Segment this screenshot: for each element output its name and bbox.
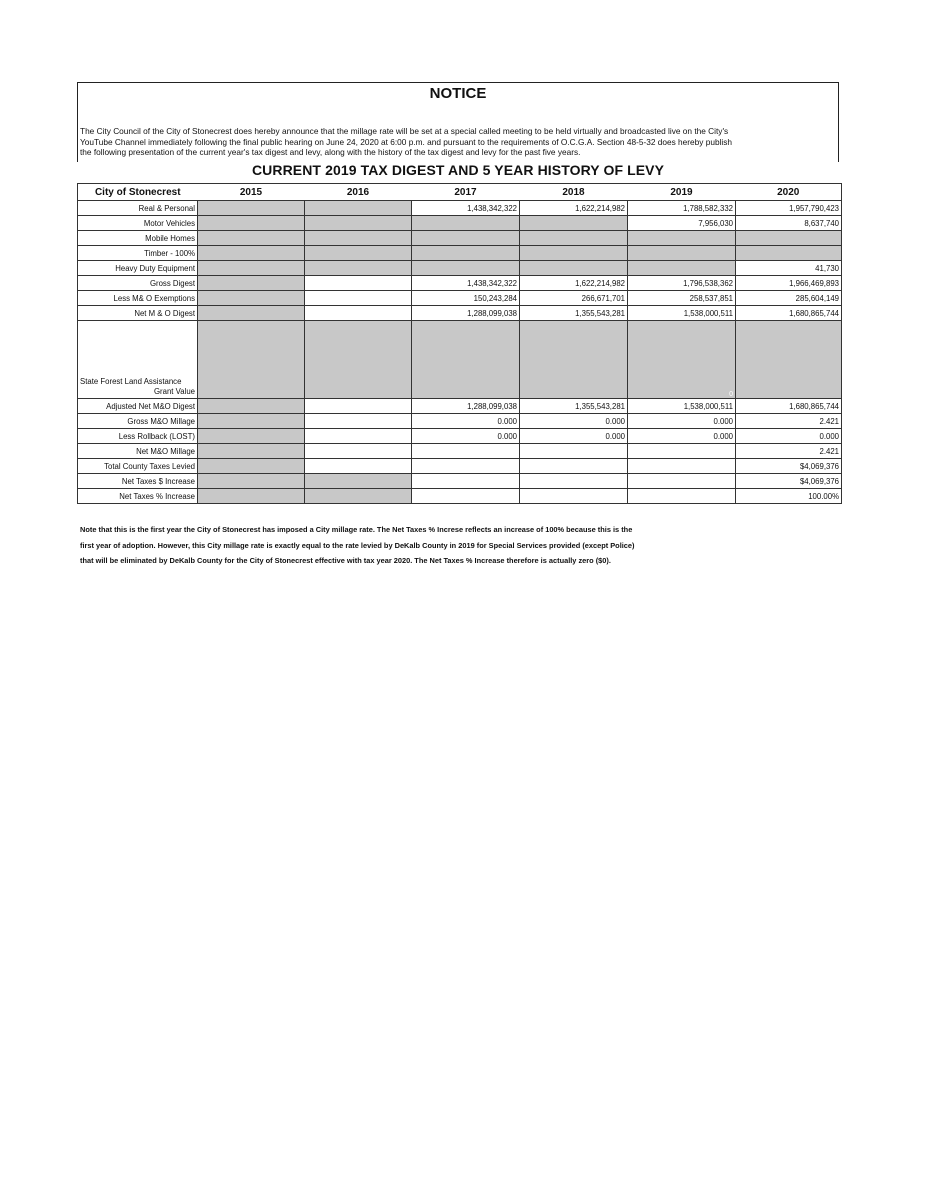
table-cell [412,246,520,261]
table-row [78,306,842,321]
table-cell [520,444,628,459]
footnote-line: first year of adoption. However, this City millage rate is exactly equal to the rate levied by DeKalb County in 2019 for Special Services provided (except Police) [80,540,635,550]
table-cell [198,261,305,276]
table-cell [198,216,305,231]
notice-line: the following presentation of the current year's tax digest and levy, along with the history of the tax digest and levy for the past five years. [80,147,581,158]
notice-line: The City Council of the City of Stonecrest does hereby announce that the millage rate will be set at a special called meeting to be held virtually and broadcasted live on the City's [80,126,729,136]
table-cell: $4,069,376 [736,474,842,489]
table-cell [305,459,412,474]
table-cell: 258,537,851 [628,291,736,306]
table-cell [198,399,305,414]
notice-paragraph [80,126,836,158]
table-cell: 41,730 [736,261,842,276]
table-row [78,246,842,261]
table-cell [198,276,305,291]
row-label: Gross M&O Millage [78,414,198,429]
table-cell [412,459,520,474]
table-cell [412,216,520,231]
table-cell [198,231,305,246]
table-cell [305,261,412,276]
table-cell: 1,288,099,038 [412,306,520,321]
row-label: Less Rollback (LOST) [78,429,198,444]
table-cell [412,489,520,504]
table-cell [412,321,520,399]
table-cell: 0.000 [520,429,628,444]
table-cell: 150,243,284 [412,291,520,306]
table-row [78,321,842,399]
table-cell [198,306,305,321]
table-cell [305,399,412,414]
table-cell: 1,355,543,281 [520,306,628,321]
table-cell [628,231,736,246]
row-label: Real & Personal [78,201,198,216]
table-cell: 0.000 [628,429,736,444]
row-label: Net Taxes % Increase [78,489,198,504]
table-cell [520,231,628,246]
table-cell: 1,966,469,893 [736,276,842,291]
table-cell: 1,622,214,982 [520,276,628,291]
table-cell [736,321,842,399]
table-cell: 1,680,865,744 [736,306,842,321]
table-cell: 8,637,740 [736,216,842,231]
table-cell: 2.421 [736,414,842,429]
table-cell [305,246,412,261]
year-header: 2015 [198,184,305,201]
table-cell [198,474,305,489]
row-label: Heavy Duty Equipment [78,261,198,276]
row-label: Net M&O Millage [78,444,198,459]
table-cell [198,291,305,306]
table-cell: 1,788,582,332 [628,201,736,216]
table-cell: 266,671,701 [520,291,628,306]
table-cell [198,414,305,429]
table-cell [305,489,412,504]
table-header-row [78,184,842,201]
table-cell: 1,438,342,322 [412,201,520,216]
table-cell [628,459,736,474]
table-cell [412,474,520,489]
table-cell: 1,680,865,744 [736,399,842,414]
table-cell: 1,355,543,281 [520,399,628,414]
table-cell: 1,538,000,511 [628,306,736,321]
table-cell: 1,538,000,511 [628,399,736,414]
table-cell [520,321,628,399]
row-label: Net Taxes $ Increase [78,474,198,489]
table-cell: 2.421 [736,444,842,459]
table-cell [412,231,520,246]
table-cell [520,261,628,276]
table-cell [305,429,412,444]
table-row [78,444,842,459]
table-cell [520,474,628,489]
table-row [78,201,842,216]
table-cell [628,321,736,399]
table-row [78,261,842,276]
table-cell: 1,957,790,423 [736,201,842,216]
table-cell: $4,069,376 [736,459,842,474]
table-row [78,474,842,489]
table-cell: 7,956,030 [628,216,736,231]
table-cell: 100.00% [736,489,842,504]
table-cell [198,429,305,444]
corner-label: City of Stonecrest [78,184,198,201]
table-cell [198,201,305,216]
table-cell: 0.000 [736,429,842,444]
year-header: 2017 [412,184,520,201]
table-cell [520,216,628,231]
table-cell: 285,604,149 [736,291,842,306]
table-cell [305,474,412,489]
table-cell: 0.000 [412,414,520,429]
table-row [78,291,842,306]
table-cell: 1,438,342,322 [412,276,520,291]
table-cell [520,246,628,261]
table-cell [412,261,520,276]
table-row [78,489,842,504]
levy-history-table [77,183,842,504]
table-cell [305,321,412,399]
table-cell [628,246,736,261]
row-label-line: Grant Value [153,387,195,396]
year-header: 2018 [520,184,628,201]
table-cell: 1,622,214,982 [520,201,628,216]
table-cell [305,276,412,291]
hidden-zero-value: 0 [729,391,733,398]
table-cell [305,414,412,429]
notice-box [77,82,839,162]
table-cell [198,246,305,261]
table-cell [736,231,842,246]
table-row [78,459,842,474]
row-label-line: State Forest Land Assistance [80,377,182,386]
table-cell [412,444,520,459]
footnote-line: that will be eliminated by DeKalb County for the City of Stonecrest effective with tax year 2020. The Net Taxes % Increase therefore is actually zero ($0). [80,556,611,565]
year-header: 2016 [305,184,412,201]
table-cell: 0.000 [412,429,520,444]
table-title: CURRENT 2019 TAX DIGEST AND 5 YEAR HISTORY OF LEVY [251,162,665,178]
table-cell [198,444,305,459]
table-cell [198,321,305,399]
notice-line: YouTube Channel immediately following the final public hearing on June 24, 2020 at 6:00 p.m. and pursuant to the requirements of O.C.G.A. Section 48-5-32 does hereby publish [80,136,733,147]
table-cell [520,459,628,474]
table-cell [305,216,412,231]
row-label: Motor Vehicles [78,216,198,231]
year-header: 2020 [736,184,842,201]
table-row [78,276,842,291]
row-label: Adjusted Net M&O Digest [78,399,198,414]
table-cell [198,459,305,474]
row-label [78,321,198,399]
row-label: Less M& O Exemptions [78,291,198,306]
table-row [78,216,842,231]
table-cell [736,246,842,261]
year-header: 2019 [628,184,736,201]
notice-title: NOTICE [429,85,487,102]
row-label: Timber - 100% [78,246,198,261]
table-cell [305,306,412,321]
table-cell: 1,288,099,038 [412,399,520,414]
table-cell [628,261,736,276]
table-cell [628,444,736,459]
row-label: Mobile Homes [78,231,198,246]
row-label: Gross Digest [78,276,198,291]
table-cell [628,474,736,489]
table-cell [305,444,412,459]
row-label: Net M & O Digest [78,306,198,321]
footnote [80,522,760,569]
table-cell: 1,796,538,362 [628,276,736,291]
table-cell [628,489,736,504]
row-label: Total County Taxes Levied [78,459,198,474]
table-row [78,429,842,444]
footnote-line: Note that this is the first year the City of Stonecrest has imposed a City millage rate. The Net Taxes % Increse reflects an increase of 100% because this is the [80,525,633,534]
table-cell [305,291,412,306]
table-cell [520,489,628,504]
table-cell [198,489,305,504]
table-cell: 0.000 [520,414,628,429]
table-cell: 0.000 [628,414,736,429]
table-row [78,414,842,429]
table-cell [305,231,412,246]
table-row [78,399,842,414]
table-cell [305,201,412,216]
table-row [78,231,842,246]
